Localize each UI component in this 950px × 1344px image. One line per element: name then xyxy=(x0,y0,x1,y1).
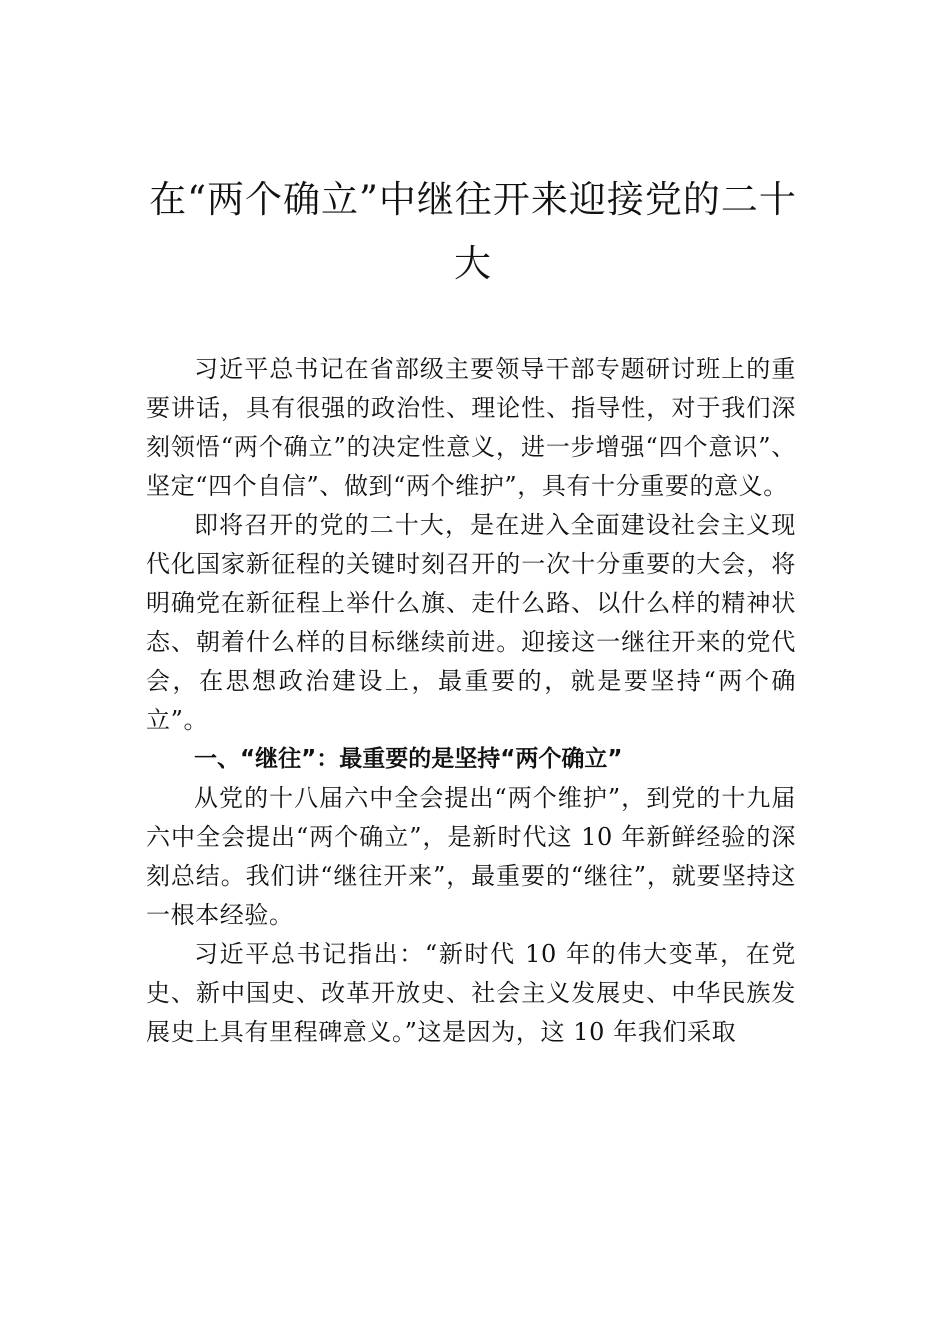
document-title: 在“两个确立”中继往开来迎接党的二十大 xyxy=(149,178,797,285)
document-body xyxy=(146,350,796,1052)
paragraph-section1-b: 习近平总书记指出：“新时代 10 年的伟大变革，在党史、新中国史、改革开放史、社会主义发展史、中华民族发展史上具有里程碑意义。”这是因为，这 10 年我们采取 xyxy=(146,940,796,1046)
paragraph-section1-a: 从党的十八届六中全会提出“两个维护”，到党的十九届六中全会提出“两个确立”，是新时代这 10 年新鲜经验的深刻总结。我们讲“继往开来”，最重要的“继往”，就要坚持这一根本经验。 xyxy=(146,784,796,929)
section-heading-1: 一、“继往”：最重要的是坚持“两个确立” xyxy=(194,746,623,772)
paragraph-intro: 习近平总书记在省部级主要领导干部专题研讨班上的重要讲话，具有很强的政治性、理论性、指导性，对于我们深刻领悟“两个确立”的决定性意义，进一步增强“四个意识”、坚定“四个自信”、做到“两个维护”，具有十分重要的意义。 xyxy=(146,355,796,500)
paragraph-congress: 即将召开的党的二十大，是在进入全面建设社会主义现代化国家新征程的关键时刻召开的一次十分重要的大会，将明确党在新征程上举什么旗、走什么路、以什么样的精神状态、朝着什么样的目标继续前进。迎接这一继往开来的党代会，在思想政治建设上，最重要的，就是要坚持“两个确立”。 xyxy=(146,511,796,734)
